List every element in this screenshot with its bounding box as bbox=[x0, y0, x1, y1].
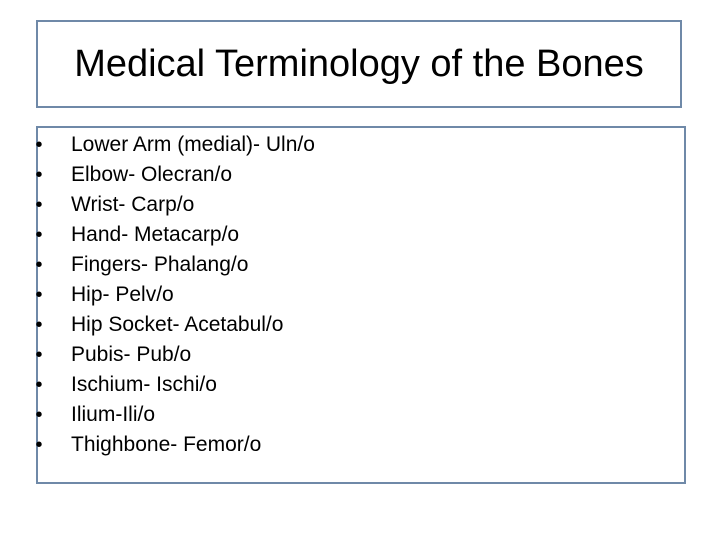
bullet-text: Fingers- Phalang/o bbox=[71, 253, 249, 276]
bullet-dot-icon: • bbox=[35, 224, 43, 246]
bullet-text: Hip- Pelv/o bbox=[71, 283, 174, 306]
bullet-text: Wrist- Carp/o bbox=[71, 193, 195, 216]
bullet-text: Pubis- Pub/o bbox=[71, 343, 192, 366]
bullet-dot-icon: • bbox=[35, 314, 43, 336]
bullet-text: Hip Socket- Acetabul/o bbox=[71, 313, 284, 336]
bullet-dot-icon: • bbox=[35, 254, 43, 276]
bullet-text: Ischium- Ischi/o bbox=[71, 373, 217, 396]
bullet-text: Lower Arm (medial)- Uln/o bbox=[71, 133, 315, 156]
content-box bbox=[36, 126, 686, 484]
bullet-dot-icon: • bbox=[35, 434, 43, 456]
bullet-dot-icon: • bbox=[35, 284, 43, 306]
bullet-dot-icon: • bbox=[35, 134, 43, 156]
bullet-dot-icon: • bbox=[35, 164, 43, 186]
bullet-text: Hand- Metacarp/o bbox=[71, 223, 240, 246]
slide-title: Medical Terminology of the Bones bbox=[74, 43, 644, 85]
bullet-text: Ilium-Ili/o bbox=[71, 403, 156, 426]
bullet-dot-icon: • bbox=[35, 374, 43, 396]
bullet-dot-icon: • bbox=[35, 344, 43, 366]
title-box bbox=[36, 20, 682, 108]
bullet-text: Thighbone- Femor/o bbox=[71, 433, 262, 456]
bullet-dot-icon: • bbox=[35, 194, 43, 216]
bullet-dot-icon: • bbox=[35, 404, 43, 426]
bullet-text: Elbow- Olecran/o bbox=[71, 163, 233, 186]
